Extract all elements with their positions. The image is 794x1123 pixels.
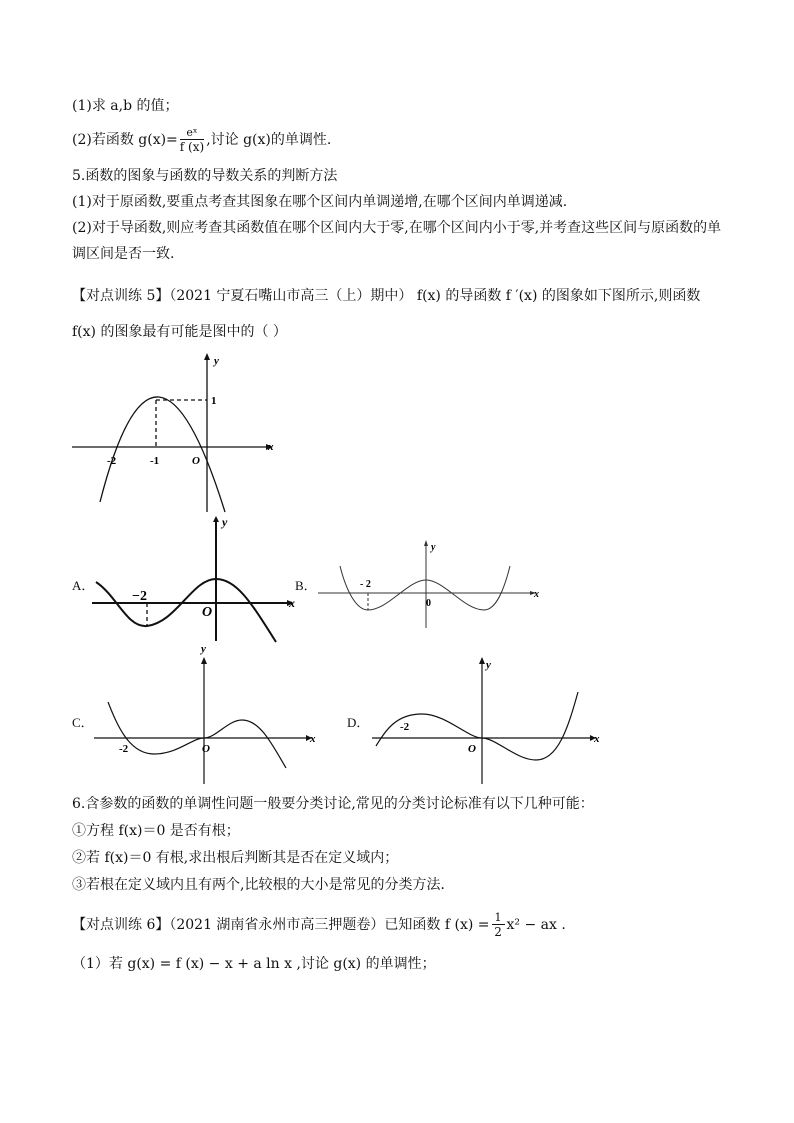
section5-item2a: (2)对于导函数,则应考查其函数值在哪个区间内大于零,在哪个区间内小于零,并考查这些区间与原函数的单 — [72, 220, 722, 236]
x-axis-label: x — [268, 441, 274, 453]
option-d-tick-neg2: -2 — [400, 721, 410, 733]
option-d-graph[interactable] — [372, 656, 602, 786]
option-c-curve — [108, 702, 286, 768]
option-b-y-label: y — [431, 542, 436, 553]
section5-item1: (1)对于原函数,要重点考查其图象在哪个区间内单调递增,在哪个区间内单调递减. — [72, 194, 568, 210]
q2-denominator: f (x) — [179, 139, 205, 154]
option-d-label[interactable]: D． — [347, 715, 370, 730]
option-a-label[interactable]: A． — [72, 578, 95, 593]
exercise5-question: f(x) 的图象最有可能是图中的（ ） — [72, 324, 287, 340]
option-c-y-label: y — [201, 643, 206, 655]
q2-fraction — [180, 127, 204, 154]
exercise6-prefix: 【对点训练 6】（2021 湖南省永州市高三押题卷）已知函数 f (x) = — [72, 917, 490, 933]
section6-item2: ②若 f(x)＝0 有根,求出根后判断其是否在定义域内； — [72, 850, 399, 866]
section6-item3: ③若根在定义域内且有两个,比较根的大小是常见的分类方法． — [72, 877, 455, 893]
option-a-graph[interactable] — [92, 516, 302, 646]
q2-suffix: ,讨论 g(x)的单调性. — [206, 132, 332, 148]
option-a-y-label: y — [222, 515, 228, 529]
tick-1: 1 — [211, 395, 217, 407]
option-b-x-label: x — [534, 589, 539, 600]
q2-line — [72, 120, 331, 160]
option-d-x-label: x — [594, 733, 600, 745]
exercise6-denominator: 2 — [494, 924, 502, 939]
option-c-tick-neg2: -2 — [119, 743, 129, 755]
exercise6-stem — [72, 905, 566, 945]
option-a-tick-neg2: −2 — [132, 589, 147, 604]
derivative-curve — [100, 397, 225, 512]
tick-neg2: -2 — [107, 455, 117, 467]
option-b-origin: 0 — [426, 598, 431, 609]
option-d-y-label: y — [486, 659, 491, 671]
option-b-graph[interactable] — [318, 540, 548, 632]
exercise6-q1: （1）若 g(x) = f (x) − x + a ln x ,讨论 g(x) 的单调性； — [72, 956, 436, 972]
option-c-label[interactable]: C． — [72, 715, 94, 730]
derivative-graph — [70, 352, 280, 517]
origin-label: O — [192, 455, 200, 467]
q2-numerator: eˣ — [180, 127, 204, 140]
section5-title: 5.函数的图象与函数的导数关系的判断方法 — [72, 168, 338, 184]
option-a-curve — [96, 579, 276, 642]
option-d-origin: O — [468, 743, 476, 755]
section6-item1: ①方程 f(x)＝0 是否有根； — [72, 823, 240, 839]
option-b-label[interactable]: B． — [295, 578, 317, 593]
exercise6-numerator: 1 — [492, 912, 505, 925]
option-c-origin: O — [202, 743, 210, 755]
option-b-tick-neg2: - 2 — [360, 579, 371, 590]
q2-prefix: (2)若函数 g(x)= — [72, 132, 178, 148]
option-c-graph[interactable] — [94, 643, 324, 786]
option-c-x-label: x — [310, 733, 316, 745]
option-a-x-label: x — [289, 596, 295, 610]
section5-item2b: 调区间是否一致. — [72, 246, 175, 262]
exercise5-stem: 【对点训练 5】（2021 宁夏石嘴山市高三（上）期中） f(x) 的导函数 f ′(x) 的图象如下图所示,则函数 — [72, 288, 701, 304]
y-axis-label: y — [214, 355, 219, 367]
exercise6-fraction — [492, 912, 505, 939]
section6-title: 6.含参数的函数的单调性问题一般要分类讨论,常见的分类讨论标准有以下几种可能： — [72, 796, 594, 812]
q1-line: (1)求 a,b 的值； — [72, 98, 179, 114]
exercise6-suffix: x² − ax . — [506, 917, 566, 933]
tick-neg1: -1 — [150, 455, 160, 467]
option-a-origin: O — [202, 605, 213, 620]
